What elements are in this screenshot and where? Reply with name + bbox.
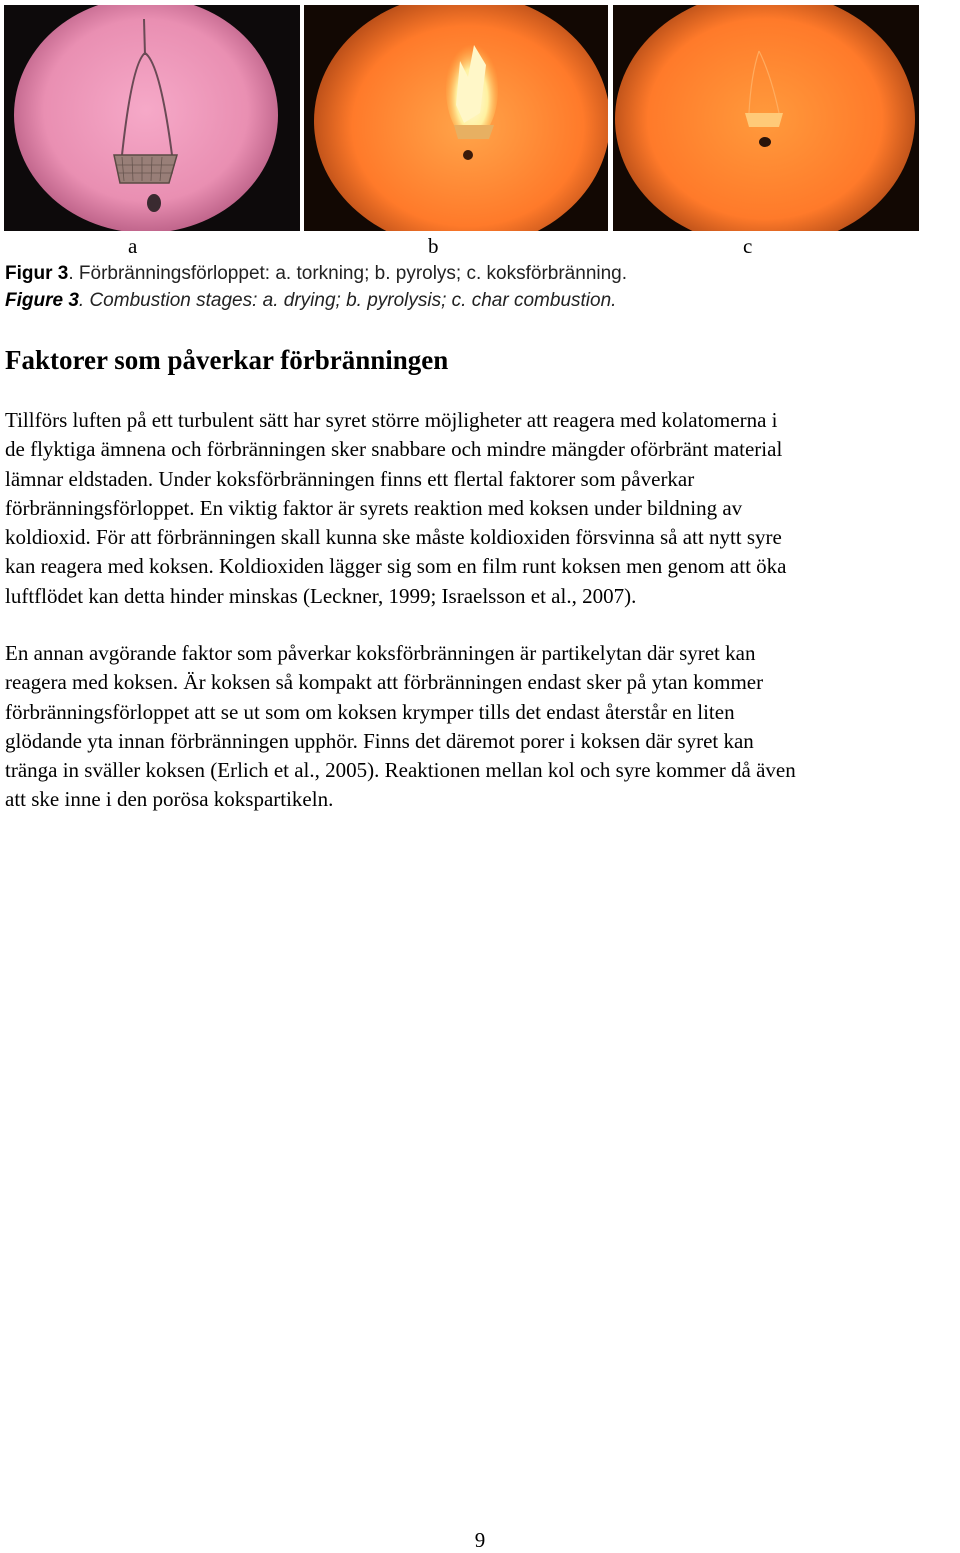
caption-en-prefix: Figure 3: [5, 290, 79, 311]
paragraph-line: kan reagera med koksen. Koldioxiden lägger sig som en film runt koksen men genom att öka: [5, 554, 787, 579]
paragraph-line: förbränningsförloppet att se ut som om koksen krymper tills det endast återstår en liten: [5, 699, 735, 724]
paragraph-line: förbränningsförloppet. En viktig faktor är syrets reaktion med koksen under bildning av: [5, 495, 743, 520]
furnace-char-combustion-illustration: [613, 5, 919, 231]
paragraph-air-turbulence: [5, 406, 960, 611]
paragraph-line: att ske inne i den porösa kokspartikeln.: [5, 787, 334, 812]
paragraph-line: En annan avgörande faktor som påverkar koksförbränningen är partikelytan där syret kan: [5, 641, 756, 665]
figure-caption-swedish: [5, 262, 627, 286]
paragraph-particle-surface: [5, 639, 960, 815]
furnace-drying-illustration: [4, 5, 300, 231]
caption-sv-prefix: Figur 3: [5, 263, 69, 284]
paragraph-line: reagera med koksen. Är koksen så kompakt att förbränningen endast sker på ytan kommer: [5, 670, 764, 695]
section-heading: Faktorer som påverkar förbränningen: [5, 345, 449, 375]
page-number: 9: [474, 1528, 486, 1552]
paragraph-line: luftflödet kan detta hinder minskas (Leckner, 1999; Israelsson et al., 2007).: [5, 583, 637, 608]
figure-photo-c-char-combustion: [613, 5, 919, 231]
caption-sv-text: . Förbränningsförloppet: a. torkning; b. pyrolys; c. koksförbränning.: [68, 263, 628, 284]
paragraph-line: koldioxid. För att förbränningen skall kunna ske måste koldioxiden försvinna så att nytt syre: [5, 525, 782, 550]
furnace-pyrolysis-illustration: [304, 5, 608, 231]
figure-caption-english: [5, 289, 616, 313]
figure-photo-a-drying: [4, 5, 300, 231]
panel-label-b: b: [428, 234, 439, 258]
paragraph-line: de flyktiga ämnena och förbränningen sker snabbare och mindre mängder oförbränt material: [5, 437, 783, 462]
panel-label-a: a: [128, 234, 138, 258]
paragraph-line: tränga in sväller koksen (Erlich et al., 2005). Reaktionen mellan kol och syre kommer då även: [5, 758, 796, 783]
caption-en-text: . Combustion stages: a. drying; b. pyrolysis; c. char combustion.: [78, 290, 617, 311]
paragraph-line: glödande yta innan förbränningen upphör. Finns det däremot porer i koksen där syret kan: [5, 728, 754, 753]
figure-photo-b-pyrolysis: [304, 5, 608, 231]
paragraph-line: Tillförs luften på ett turbulent sätt har syret större möjligheter att reagera med kolatomerna i: [5, 408, 778, 432]
paragraph-line: lämnar eldstaden. Under koksförbränningen finns ett flertal faktorer som påverkar: [5, 466, 695, 491]
panel-label-c: c: [743, 234, 753, 258]
